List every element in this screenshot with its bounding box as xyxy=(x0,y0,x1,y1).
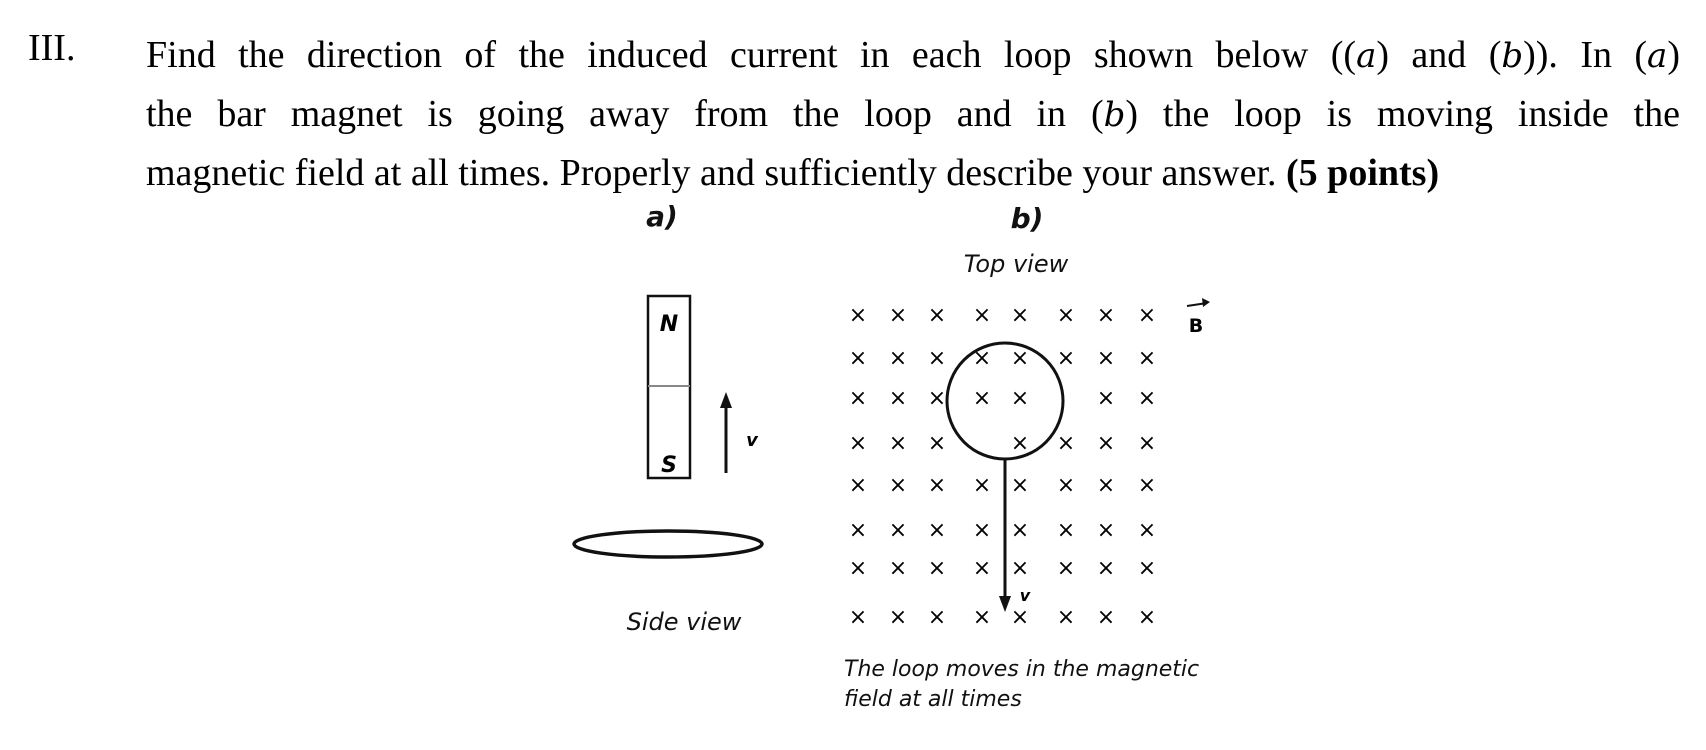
field-cross: × xyxy=(1010,605,1030,630)
field-cross: × xyxy=(1056,473,1076,498)
figure-b xyxy=(844,202,1210,712)
field-cross: × xyxy=(888,346,908,371)
field-cross: × xyxy=(888,556,908,581)
loop-a xyxy=(574,531,762,557)
velocity-arrowhead-b xyxy=(999,596,1011,612)
velocity-label-a: v xyxy=(746,430,758,451)
top-view-caption: Top view xyxy=(963,250,1069,278)
field-cross: × xyxy=(888,386,908,411)
loop-caption-line-1: The loop moves in the magnetic xyxy=(844,657,1200,682)
field-cross: × xyxy=(1096,346,1116,371)
field-cross: × xyxy=(1010,346,1030,371)
field-cross: × xyxy=(888,303,908,328)
field-cross: × xyxy=(927,346,947,371)
question-line-1: Find the direction of the induced current in each loop shown below ((a) and (b)). In (a) xyxy=(146,34,1680,76)
field-cross: × xyxy=(1096,386,1116,411)
field-cross: × xyxy=(1056,431,1076,456)
side-view-caption: Side view xyxy=(626,608,742,636)
loop-b xyxy=(947,343,1063,459)
magnetic-field-crosses xyxy=(849,303,1156,630)
field-cross: × xyxy=(1137,518,1157,543)
field-cross: × xyxy=(848,303,868,328)
field-vector-arrowhead xyxy=(1202,298,1210,307)
points-label: (5 points) xyxy=(1286,152,1440,194)
field-label: B xyxy=(1188,315,1204,337)
field-cross: × xyxy=(1010,556,1030,581)
field-cross: × xyxy=(927,303,947,328)
field-cross: × xyxy=(927,605,947,630)
figure-a-label: a) xyxy=(646,200,678,233)
field-cross: × xyxy=(927,518,947,543)
field-cross: × xyxy=(1137,556,1157,581)
field-cross: × xyxy=(927,431,947,456)
field-cross: × xyxy=(1096,605,1116,630)
field-cross: × xyxy=(972,346,992,371)
question-number: III. xyxy=(28,27,76,69)
field-cross: × xyxy=(1137,473,1157,498)
field-cross: × xyxy=(1096,303,1116,328)
south-pole-label: S xyxy=(661,453,677,478)
field-cross: × xyxy=(1137,431,1157,456)
question-line-2: the bar magnet is going away from the loop and in (b) the loop is moving inside the xyxy=(146,93,1680,135)
field-cross: × xyxy=(888,605,908,630)
field-cross: × xyxy=(972,605,992,630)
field-cross: × xyxy=(1096,556,1116,581)
field-cross: × xyxy=(848,386,868,411)
field-cross: × xyxy=(1056,556,1076,581)
field-cross: × xyxy=(1010,431,1030,456)
field-cross: × xyxy=(972,303,992,328)
field-cross: × xyxy=(1137,605,1157,630)
field-cross: × xyxy=(888,473,908,498)
field-cross: × xyxy=(848,605,868,630)
field-cross: × xyxy=(1096,518,1116,543)
field-cross: × xyxy=(1056,346,1076,371)
field-cross: × xyxy=(972,386,992,411)
field-cross: × xyxy=(1010,303,1030,328)
field-cross: × xyxy=(848,518,868,543)
field-cross: × xyxy=(927,556,947,581)
field-cross: × xyxy=(927,473,947,498)
field-cross: × xyxy=(1096,473,1116,498)
field-cross: × xyxy=(1137,346,1157,371)
field-cross: × xyxy=(972,518,992,543)
question-line-3: magnetic field at all times. Properly and sufficiently describe your answer. (5 points) xyxy=(146,152,1440,194)
field-cross: × xyxy=(1096,431,1116,456)
field-cross: × xyxy=(1010,473,1030,498)
north-pole-label: N xyxy=(659,312,679,337)
field-cross: × xyxy=(1056,303,1076,328)
field-cross: × xyxy=(972,556,992,581)
field-cross: × xyxy=(848,473,868,498)
field-cross: × xyxy=(848,346,868,371)
field-cross: × xyxy=(1056,605,1076,630)
field-cross: × xyxy=(888,431,908,456)
field-cross: × xyxy=(1137,303,1157,328)
field-cross: × xyxy=(972,473,992,498)
figure-a xyxy=(574,200,762,636)
field-cross: × xyxy=(1137,386,1157,411)
field-cross: × xyxy=(888,518,908,543)
velocity-label-b: v xyxy=(1019,586,1031,605)
velocity-arrowhead-a xyxy=(720,392,732,408)
field-cross: × xyxy=(848,556,868,581)
field-cross: × xyxy=(927,386,947,411)
loop-caption-line-2: field at all times xyxy=(844,687,1022,712)
field-cross: × xyxy=(848,431,868,456)
field-cross: × xyxy=(1056,518,1076,543)
field-cross: × xyxy=(1010,518,1030,543)
field-cross: × xyxy=(1010,386,1030,411)
figure-b-label: b) xyxy=(1010,202,1044,235)
